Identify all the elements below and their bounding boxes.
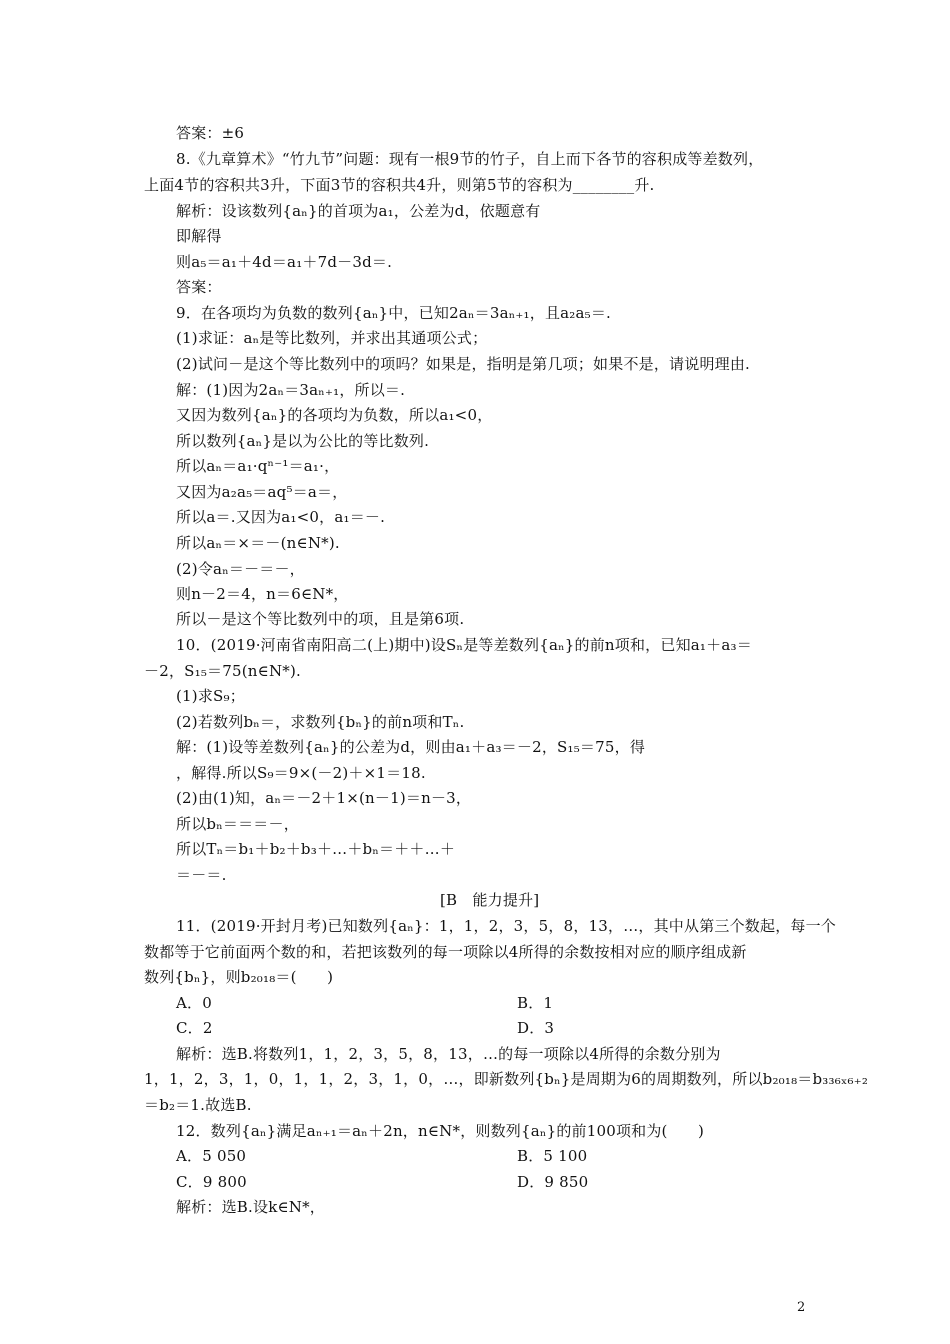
solution-8-line-1: 解析：设该数列{aₙ}的首项为a₁，公差为d，依题意有: [176, 202, 541, 220]
problem-9-part-1: (1)求证：aₙ是等比数列，并求出其通项公式；: [176, 329, 488, 347]
solution-9-line-5: 又因为a₂a₅＝aq⁵＝a＝，: [176, 483, 348, 501]
solution-9-line-8: (2)令aₙ＝－＝－，: [176, 560, 305, 578]
solution-10-line-3: (2)由(1)知，aₙ＝－2＋1×(n－1)＝n－3，: [176, 789, 472, 807]
problem-11-option-b: B．1: [517, 994, 554, 1012]
problem-8-line-2: 上面4节的容积共3升，下面3节的容积共4升，则第5节的容积为________升.: [144, 176, 655, 194]
solution-10-line-2: ，解得.所以S₉＝9×(－2)＋×1＝18.: [176, 764, 426, 782]
problem-12-option-d: D．9 850: [517, 1173, 589, 1191]
problem-11-option-d: D．3: [517, 1019, 555, 1037]
solution-11-line-1: 解析：选B.将数列1，1，2，3，5，8，13，…的每一项除以4所得的余数分别为: [176, 1045, 721, 1063]
solution-8-line-3: 则a₅＝a₁＋4d＝a₁＋7d－3d＝.: [176, 253, 393, 271]
solution-9-line-9: 则n－2＝4，n＝6∈N*，: [176, 585, 349, 603]
problem-11-line-3: 数列{bₙ}，则b₂₀₁₈＝( ): [144, 968, 334, 986]
solution-9-line-1: 解：(1)因为2aₙ＝3aₙ₊₁，所以＝.: [176, 381, 406, 399]
solution-9-line-4: 所以aₙ＝a₁·qⁿ⁻¹＝a₁·，: [176, 457, 340, 475]
problem-12-line-1: 12．数列{aₙ}满足aₙ₊₁＝aₙ＋2n，n∈N*，则数列{aₙ}的前100项和为( ): [176, 1122, 705, 1140]
solution-9-line-2: 又因为数列{aₙ}的各项均为负数，所以a₁<0，: [176, 406, 493, 424]
problem-10-line-2: －2，S₁₅＝75(n∈N*).: [144, 662, 301, 680]
section-heading: [B 能力提升]: [440, 891, 540, 909]
problem-9-part-2: (2)试问－是这个等比数列中的项吗？如果是，指明是第几项；如果不是，请说明理由.: [176, 355, 751, 373]
solution-9-line-10: 所以－是这个等比数列中的项，且是第6项.: [176, 610, 465, 628]
problem-11-option-a: A．0: [176, 994, 212, 1012]
problem-9-line-1: 9．在各项均为负数的数列{aₙ}中，已知2aₙ＝3aₙ₊₁，且a₂a₅＝.: [176, 304, 612, 322]
solution-9-line-3: 所以数列{aₙ}是以为公比的等比数列.: [176, 432, 430, 450]
problem-10-part-1: (1)求S₉；: [176, 687, 245, 705]
problem-12-option-a: A．5 050: [176, 1147, 247, 1165]
answer-8: 答案：: [176, 278, 222, 296]
solution-9-line-6: 所以a＝.又因为a₁<0，a₁＝－.: [176, 508, 386, 526]
solution-10-line-1: 解：(1)设等差数列{aₙ}的公差为d，则由a₁＋a₃＝－2，S₁₅＝75，得: [176, 738, 646, 756]
answer-7: 答案：±6: [176, 124, 245, 142]
problem-12-option-c: C．9 800: [176, 1173, 247, 1191]
problem-11-option-c: C．2: [176, 1019, 213, 1037]
solution-11-line-3: ＝b₂＝1.故选B.: [144, 1096, 252, 1114]
problem-10-part-2: (2)若数列bₙ＝，求数列{bₙ}的前n项和Tₙ.: [176, 713, 465, 731]
solution-12-line-1: 解析：选B.设k∈N*，: [176, 1198, 326, 1216]
solution-10-line-4: 所以bₙ＝＝＝－，: [176, 815, 299, 833]
problem-10-line-1: 10．(2019·河南省南阳高二(上)期中)设Sₙ是等差数列{aₙ}的前n项和，已知a₁＋a₃＝: [176, 636, 752, 654]
page-number: 2: [797, 1300, 806, 1315]
problem-11-line-2: 数都等于它前面两个数的和，若把该数列的每一项除以4所得的余数按相对应的顺序组成新: [144, 943, 747, 961]
solution-9-line-7: 所以aₙ＝×＝－(n∈N*).: [176, 534, 340, 552]
solution-11-line-2: 1，1，2，3，1，0，1，1，2，3，1，0，…，即新数列{bₙ}是周期为6的周期数列，所以b₂₀₁₈＝b₃₃₆ₓ₆₊₂: [144, 1070, 869, 1088]
solution-10-line-5: 所以Tₙ＝b₁＋b₂＋b₃＋…＋bₙ＝＋＋…＋: [176, 840, 456, 858]
problem-11-line-1: 11．(2019·开封月考)已知数列{aₙ}：1，1，2，3，5，8，13，…，其中从第三个数起，每一个: [176, 917, 837, 935]
solution-10-line-6: ＝－＝.: [176, 866, 227, 884]
problem-12-option-b: B．5 100: [517, 1147, 588, 1165]
solution-8-line-2: 即解得: [176, 227, 222, 245]
problem-8-line-1: 8.《九章算术》“竹九节”问题：现有一根9节的竹子，自上而下各节的容积成等差数列，: [176, 150, 764, 168]
